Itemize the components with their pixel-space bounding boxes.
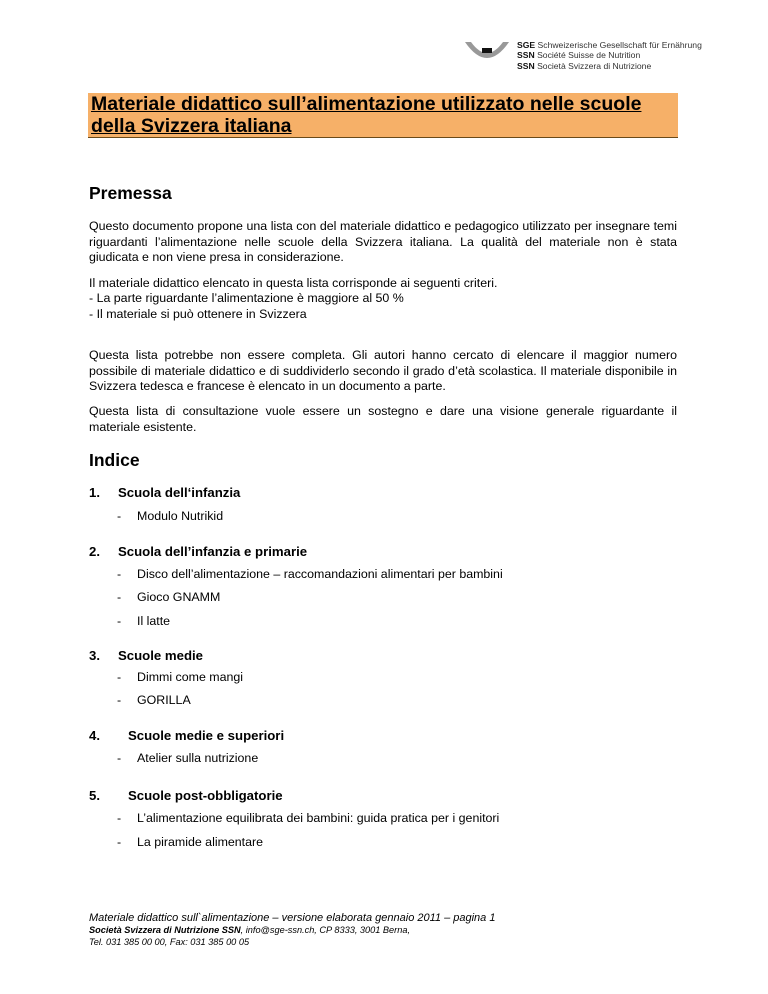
logo-name: Schweizerische Gesellschaft für Ernährung <box>537 40 702 50</box>
premessa-paragraph-4: Questa lista di consultazione vuole essere un sostegno e dare una visione generale riguardante il materiale esistente. <box>89 404 677 434</box>
section-label: Scuole post-obbligatorie <box>128 788 283 803</box>
index-item: - Atelier sulla nutrizione <box>117 751 259 765</box>
logo-name: Société Suisse de Nutrition <box>537 50 641 61</box>
index-item: - GORILLA <box>117 693 191 707</box>
premessa-paragraph-2: Il materiale didattico elencato in questa lista corrisponde ai seguenti criteri. <box>89 276 498 290</box>
footer-org: Società Svizzera di Nutrizione SSN <box>89 925 241 935</box>
section-number: 2. <box>89 544 100 559</box>
criteria-item: - Il materiale si può ottenere in Svizzera <box>89 306 307 321</box>
section-number: 1. <box>89 485 100 500</box>
section-label: Scuole medie e superiori <box>128 728 285 743</box>
logo-abbr: SSN <box>517 60 535 71</box>
title-banner <box>88 93 678 138</box>
ssn-logo <box>462 40 702 74</box>
logo-abbr: SGE <box>517 40 536 50</box>
section-number: 3. <box>89 648 100 663</box>
index-item: - L’alimentazione equilibrata dei bambini: guida pratica per i genitori <box>117 811 500 825</box>
index-item: - Il latte <box>117 614 171 628</box>
section-label: Scuola dell‘infanzia <box>118 485 241 500</box>
footer-contact <box>89 925 410 949</box>
section-label: Scuole medie <box>118 648 204 663</box>
index-item: - Disco dell’alimentazione – raccomandazioni alimentari per bambini <box>117 567 503 581</box>
index-item: - Gioco GNAMM <box>117 590 221 604</box>
criteria-item: - La parte riguardante l’alimentazione è maggiore al 50 % <box>89 291 404 305</box>
premessa-heading: Premessa <box>89 183 172 203</box>
footer-contact-info: , info@sge-ssn.ch, CP 8333, 3001 Berna, <box>240 925 410 935</box>
ssn-emblem-icon <box>462 40 512 70</box>
index-item: - Modulo Nutrikid <box>117 509 224 523</box>
premessa-paragraph-1: Questo documento propone una lista con del materiale didattico e pedagogico utilizzato per insegnare temi riguardanti l’alimentazione nelle scuole della Svizzera italiana. La qualità del materiale non è stata giudicata e non viene presa in considerazione. <box>89 219 677 265</box>
index-item: - La piramide alimentare <box>117 835 264 849</box>
index-item: - Dimmi come mangi <box>117 670 244 684</box>
logo-text <box>517 40 702 71</box>
page-footer: Materiale didattico sull`alimentazione – versione elaborata gennaio 2011 – pagina 1 <box>89 912 496 924</box>
footer-phone: Tel. 031 385 00 00, Fax: 031 385 00 05 <box>89 936 250 947</box>
logo-abbr: SSN <box>517 50 535 61</box>
premessa-paragraph-3: Questa lista potrebbe non essere completa. Gli autori hanno cercato di elencare il maggior numero possibile di materiale didattico e di suddividerlo secondo il grado d’età scolastica. Il materiale disponibile in Svizzera tedesca e francese è elencato in un documento a parte. <box>89 348 677 394</box>
logo-name: Società Svizzera di Nutrizione <box>537 60 652 71</box>
section-label: Scuola dell’infanzia e primarie <box>118 544 308 559</box>
section-number: 4. <box>89 728 100 743</box>
document-title: Materiale didattico sull’alimentazione utilizzato nelle scuole della Svizzera italiana <box>91 93 642 137</box>
section-number: 5. <box>89 788 100 803</box>
indice-heading: Indice <box>89 450 140 470</box>
criteria-list <box>89 291 404 322</box>
